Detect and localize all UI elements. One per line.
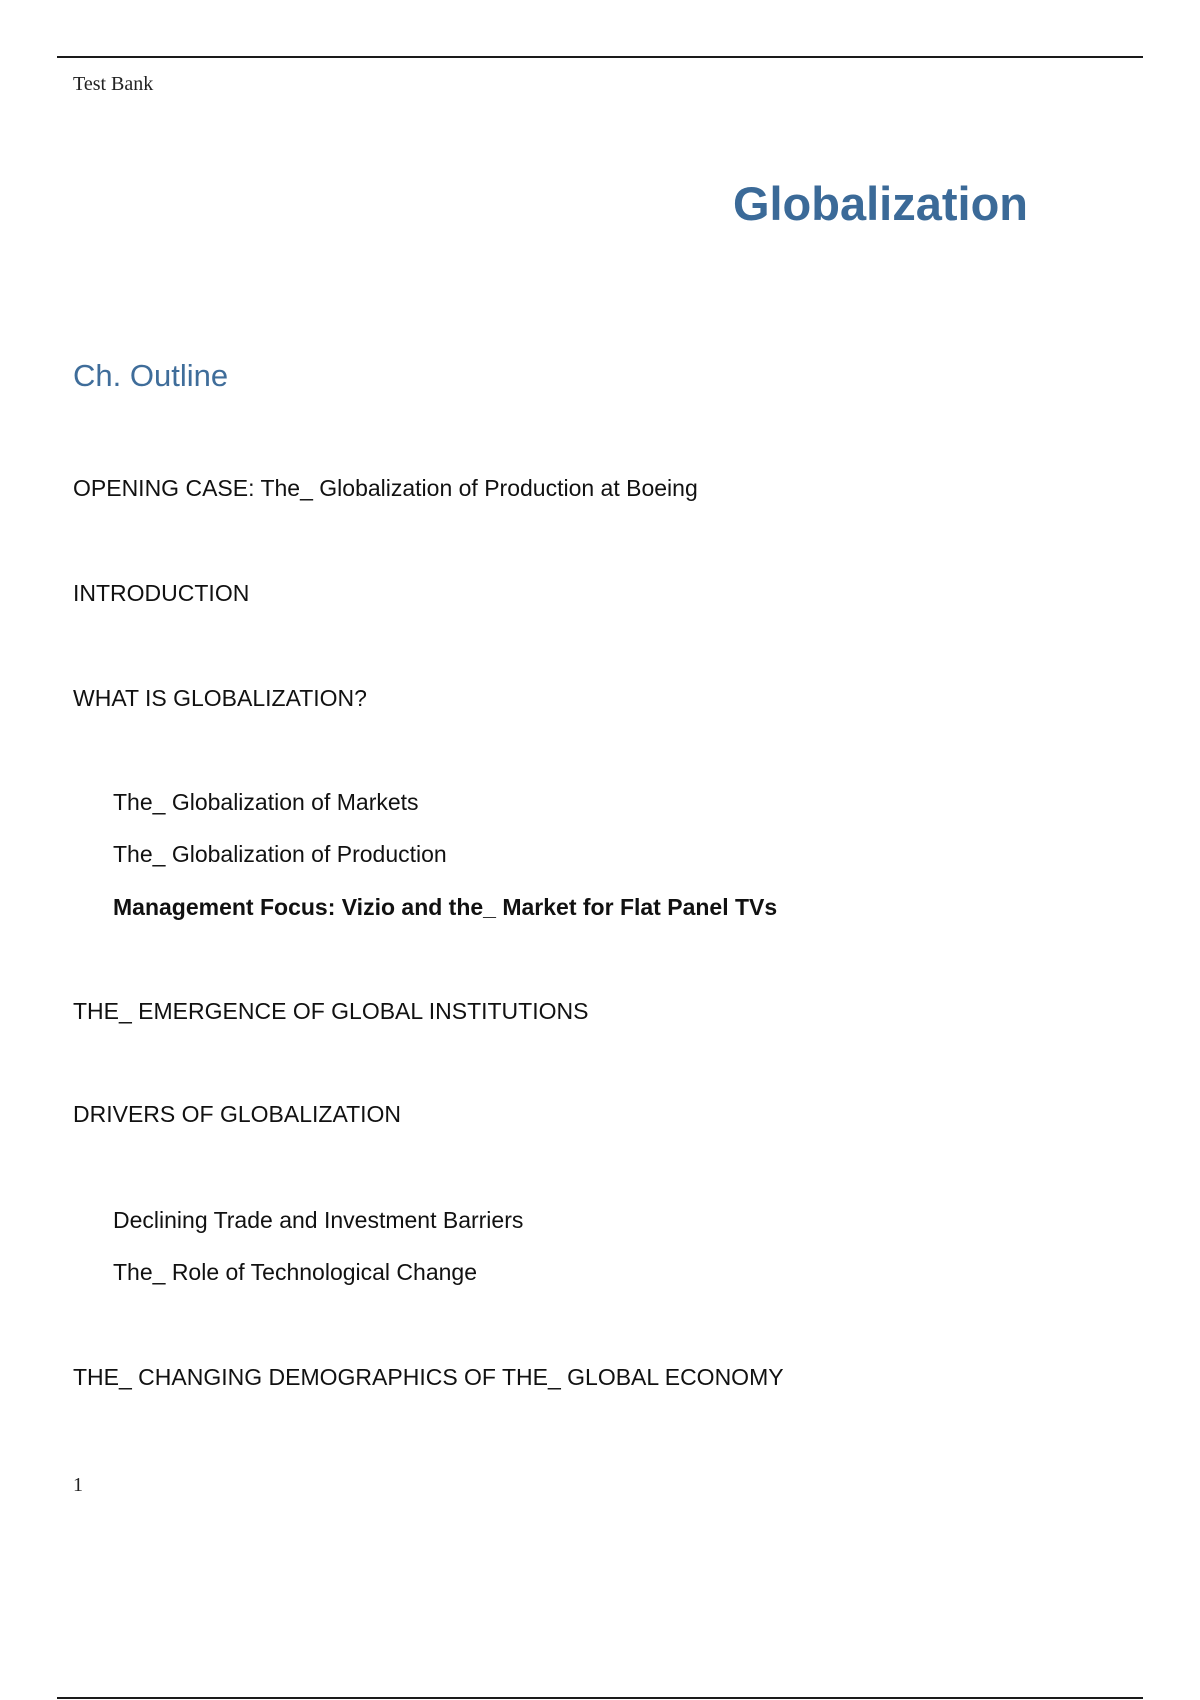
header-rule [57,56,1143,58]
page-number: 1 [73,1474,83,1496]
outline-item-changing-demographics: THE_ CHANGING DEMOGRAPHICS OF THE_ GLOBAL ECONOMY [73,1364,784,1390]
outline-subitem-technological-change: The_ Role of Technological Change [113,1259,477,1285]
outline-subitem-globalization-of-markets: The_ Globalization of Markets [113,789,419,815]
outline-item-global-institutions: THE_ EMERGENCE OF GLOBAL INSTITUTIONS [73,998,589,1024]
outline-item-what-is-globalization: WHAT IS GLOBALIZATION? [73,685,367,711]
outline-item-opening-case: OPENING CASE: The_ Globalization of Production at Boeing [73,475,698,501]
outline-item-introduction: INTRODUCTION [73,580,250,606]
outline-subitem-declining-barriers: Declining Trade and Investment Barriers [113,1207,524,1233]
outline-subitem-management-focus: Management Focus: Vizio and the_ Market for Flat Panel TVs [113,894,778,920]
outline-item-drivers-of-globalization: DRIVERS OF GLOBALIZATION [73,1101,402,1127]
page-title: Globalization [732,177,1028,230]
footer-rule [57,1697,1143,1699]
section-heading: Ch. Outline [73,358,229,393]
running-header: Test Bank [73,73,154,95]
outline-subitem-globalization-of-production: The_ Globalization of Production [113,841,447,867]
